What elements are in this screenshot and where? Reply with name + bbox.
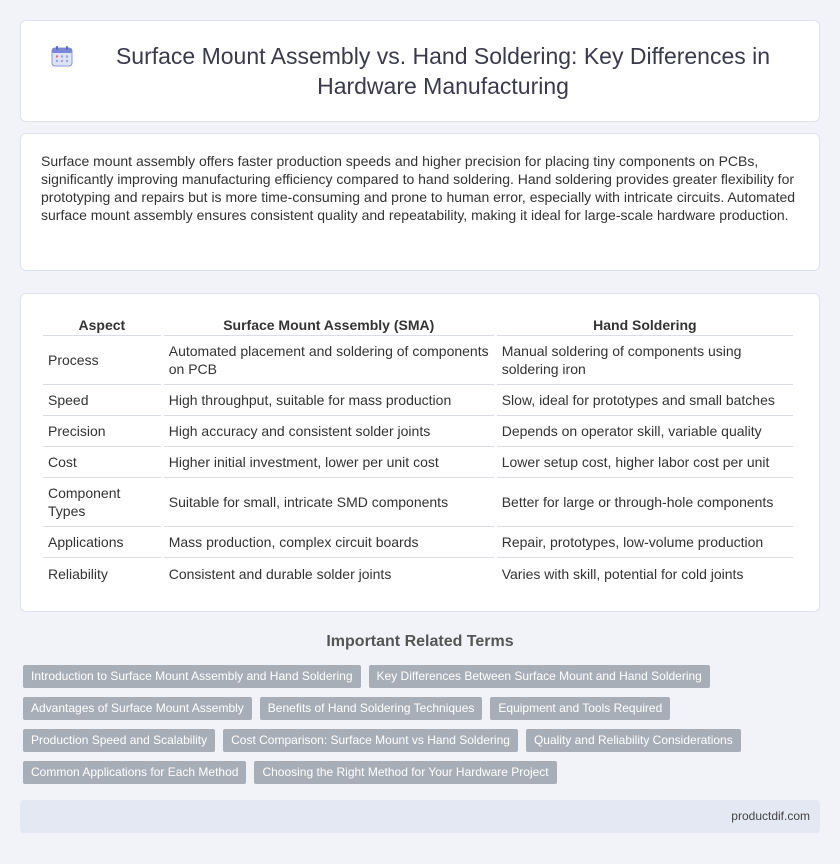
- title-block: [51, 41, 789, 101]
- tag-row: [23, 761, 823, 784]
- related-term-tag[interactable]: Cost Comparison: Surface Mount vs Hand Soldering: [223, 729, 518, 752]
- tag-row: [23, 665, 823, 688]
- related-term-tag[interactable]: Quality and Reliability Considerations: [526, 729, 741, 752]
- comparison-table: [40, 312, 796, 589]
- table-cell: Automated placement and soldering of components on PCB: [164, 336, 494, 385]
- table-row: [43, 527, 793, 558]
- tag-row: [23, 697, 823, 720]
- footer: [20, 800, 820, 833]
- calendar-icon: [51, 45, 73, 67]
- related-term-tag[interactable]: Production Speed and Scalability: [23, 729, 215, 752]
- table-row: [43, 447, 793, 478]
- table-row: [43, 478, 793, 527]
- table-row: [43, 385, 793, 416]
- related-term-tag[interactable]: Choosing the Right Method for Your Hardware Project: [254, 761, 556, 784]
- related-term-tag[interactable]: Key Differences Between Surface Mount and Hand Soldering: [369, 665, 710, 688]
- summary-text: Surface mount assembly offers faster production speeds and higher precision for placing tiny components on PCBs, significantly improving manufacturing efficiency compared to hand soldering. Hand soldering provides greater flexibility for prototyping and repairs but is more time-consuming and prone to human error, especially with intricate circuits. Automated surface mount assembly ensures consistent quality and repeatability, making it ideal for large-scale hardware production.: [41, 153, 796, 223]
- table-header-row: [43, 312, 793, 336]
- footer-site-link[interactable]: productdif.com: [731, 809, 810, 823]
- table-cell: Suitable for small, intricate SMD components: [164, 478, 494, 527]
- related-term-tag[interactable]: Benefits of Hand Soldering Techniques: [260, 697, 483, 720]
- table-cell: Cost: [43, 447, 161, 478]
- title-card: [20, 20, 820, 122]
- table-cell: Lower setup cost, higher labor cost per unit: [497, 447, 793, 478]
- table-cell: Varies with skill, potential for cold joints: [501, 565, 744, 582]
- table-cell: Process: [43, 336, 161, 385]
- comparison-table-card: [20, 293, 820, 612]
- related-term-tag[interactable]: Advantages of Surface Mount Assembly: [23, 697, 252, 720]
- page-title: Surface Mount Assembly vs. Hand Soldering: Key Differences in Hardware Manufacturing: [115, 43, 771, 99]
- related-term-tag[interactable]: Equipment and Tools Required: [490, 697, 670, 720]
- tag-row: [23, 729, 823, 752]
- summary-card: [20, 133, 820, 271]
- table-cell: Speed: [43, 385, 161, 416]
- related-terms-tags: [23, 665, 823, 793]
- related-term-tag[interactable]: Introduction to Surface Mount Assembly and Hand Soldering: [23, 665, 361, 688]
- table-cell: Consistent and durable solder joints: [168, 565, 392, 582]
- table-cell: Depends on operator skill, variable quality: [497, 416, 793, 447]
- table-row: [43, 336, 793, 385]
- table-cell: Slow, ideal for prototypes and small batches: [497, 385, 793, 416]
- table-cell: Applications: [43, 527, 161, 558]
- table-cell: Higher initial investment, lower per unit cost: [164, 447, 494, 478]
- related-terms-title: Important Related Terms: [326, 633, 514, 650]
- table-row: [43, 416, 793, 447]
- table-cell: Reliability: [48, 565, 108, 582]
- header-hand-soldering: Hand Soldering: [497, 312, 793, 336]
- table-cell: High accuracy and consistent solder joints: [164, 416, 494, 447]
- related-term-tag[interactable]: Common Applications for Each Method: [23, 761, 246, 784]
- table-cell: High throughput, suitable for mass production: [164, 385, 494, 416]
- table-cell: Repair, prototypes, low-volume production: [497, 527, 793, 558]
- table-cell: Manual soldering of components using soldering iron: [497, 336, 793, 385]
- table-cell: Mass production, complex circuit boards: [164, 527, 494, 558]
- header-aspect: Aspect: [43, 312, 161, 336]
- header-sma: Surface Mount Assembly (SMA): [164, 312, 494, 336]
- table-cell: Precision: [43, 416, 161, 447]
- table-cell: Component Types: [43, 478, 161, 527]
- table-cell: Better for large or through-hole components: [497, 478, 793, 527]
- table-row: [43, 558, 793, 589]
